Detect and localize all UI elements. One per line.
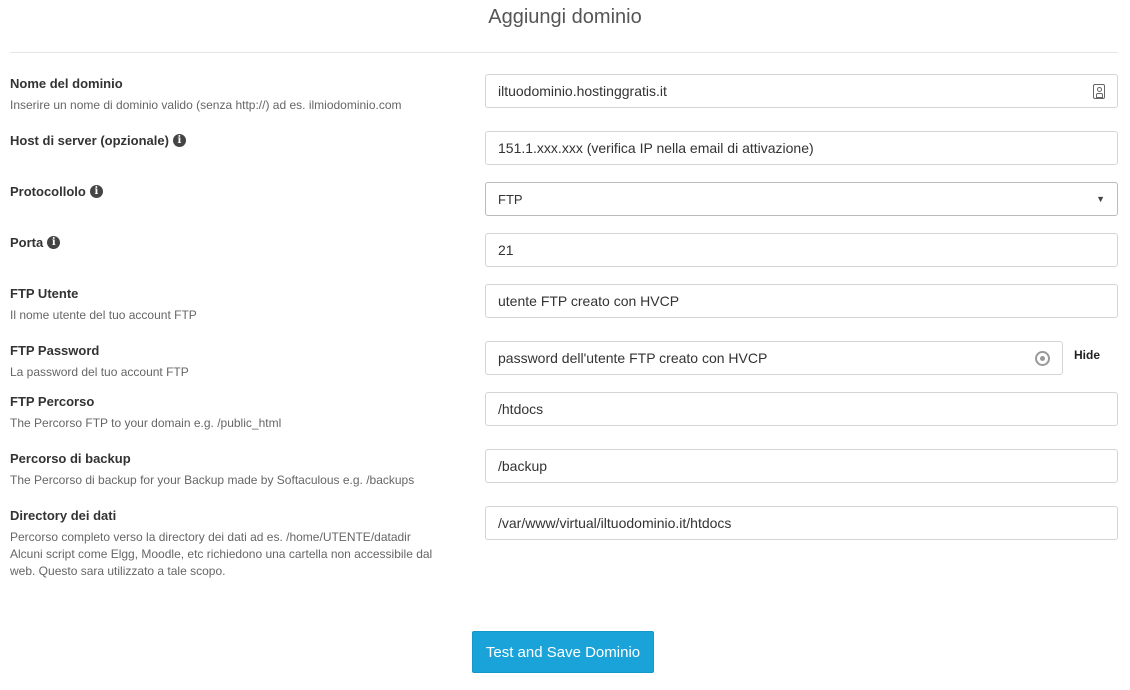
ftp-path-label: FTP Percorso bbox=[10, 394, 95, 409]
data-dir-description-line: Alcuni script come Elgg, Moodle, etc richiedono una cartella non accessibile dal bbox=[10, 547, 433, 561]
protocol-select[interactable] bbox=[485, 182, 1118, 216]
page-title: Aggiungi dominio bbox=[488, 6, 642, 28]
ftp-path-input[interactable] bbox=[485, 392, 1118, 426]
data-dir-description-line: web. Questo sara utilizzato a tale scopo. bbox=[10, 564, 226, 578]
ftp-path-label-group bbox=[10, 394, 470, 432]
ftp-user-description: Il nome utente del tuo account FTP bbox=[10, 308, 197, 322]
eye-icon[interactable] bbox=[1035, 351, 1050, 366]
ftp-path-input-value: /htdocs bbox=[498, 401, 544, 417]
ftp-password-description: La password del tuo account FTP bbox=[10, 365, 189, 379]
data-dir-input[interactable] bbox=[485, 506, 1118, 540]
port-input-value: 21 bbox=[498, 242, 514, 258]
info-icon[interactable]: i bbox=[90, 185, 103, 198]
server-host-input-value: 151.1.xxx.xxx (verifica IP nella email di attivazione) bbox=[498, 140, 814, 156]
ftp-password-input-value: password dell'utente FTP creato con HVCP bbox=[498, 350, 768, 366]
info-icon[interactable]: i bbox=[173, 134, 186, 147]
protocol-select-value: FTP bbox=[498, 191, 523, 207]
ftp-path-description: The Percorso FTP to your domain e.g. /public_html bbox=[10, 416, 282, 430]
backup-path-description: The Percorso di backup for your Backup made by Softaculous e.g. /backups bbox=[10, 473, 415, 487]
port-label-group bbox=[10, 235, 470, 250]
data-dir-description bbox=[10, 529, 470, 580]
header-divider bbox=[10, 52, 1118, 53]
domain-input-value: iltuodominio.hostinggratis.it bbox=[498, 83, 667, 99]
server-host-label-group bbox=[10, 133, 470, 148]
info-icon[interactable]: i bbox=[47, 236, 60, 249]
backup-path-label-group bbox=[10, 451, 470, 489]
backup-path-label: Percorso di backup bbox=[10, 451, 131, 466]
domain-description: Inserire un nome di dominio valido (senza http://) ad es. ilmiodominio.com bbox=[10, 98, 402, 112]
ftp-password-input[interactable] bbox=[485, 341, 1063, 375]
backup-path-input[interactable] bbox=[485, 449, 1118, 483]
server-host-label: Host di server (opzionale) bbox=[10, 133, 169, 148]
data-dir-description-line: Percorso completo verso la directory dei dati ad es. /home/UTENTE/datadir bbox=[10, 530, 411, 544]
domain-label-group bbox=[10, 76, 470, 114]
data-dir-input-value: /var/www/virtual/iltuodominio.it/htdocs bbox=[498, 515, 732, 531]
ftp-user-input[interactable] bbox=[485, 284, 1118, 318]
domain-input[interactable] bbox=[485, 74, 1118, 108]
hide-password-toggle[interactable]: Hide bbox=[1074, 348, 1101, 362]
ftp-user-label-group bbox=[10, 286, 470, 324]
backup-path-input-value: /backup bbox=[498, 458, 548, 474]
data-dir-label-group bbox=[10, 508, 470, 580]
port-input[interactable] bbox=[485, 233, 1118, 267]
ftp-password-label-group bbox=[10, 343, 470, 381]
protocol-label: Protocollolo bbox=[10, 184, 86, 199]
caret-down-icon: ▼ bbox=[1096, 194, 1105, 204]
test-and-save-button[interactable]: Test and Save Dominio bbox=[472, 631, 654, 673]
ftp-user-input-value: utente FTP creato con HVCP bbox=[498, 293, 680, 309]
protocol-label-group bbox=[10, 184, 470, 199]
ftp-user-label: FTP Utente bbox=[10, 286, 79, 301]
port-label: Porta bbox=[10, 235, 44, 250]
data-dir-label: Directory dei dati bbox=[10, 508, 117, 523]
server-host-input[interactable] bbox=[485, 131, 1118, 165]
contact-card-icon[interactable] bbox=[1093, 84, 1105, 99]
domain-label: Nome del dominio bbox=[10, 76, 123, 91]
ftp-password-label: FTP Password bbox=[10, 343, 100, 358]
